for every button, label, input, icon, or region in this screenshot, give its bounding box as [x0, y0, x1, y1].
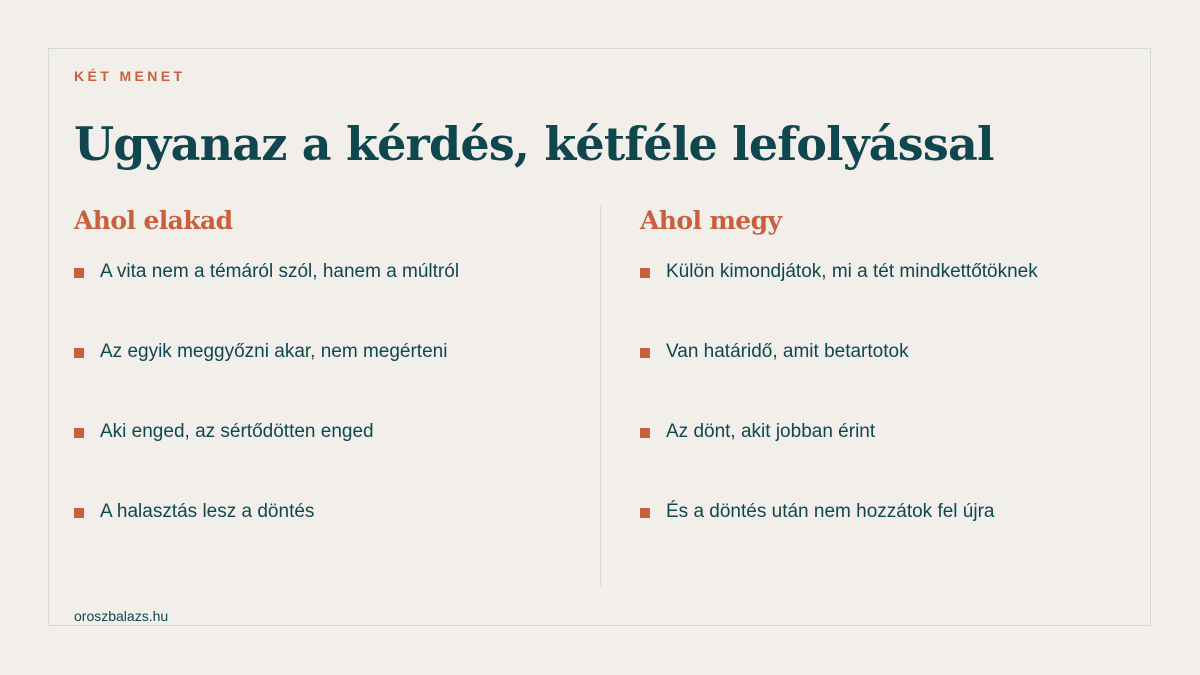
list-item	[640, 498, 1140, 578]
footer-url: oroszbalazs.hu	[74, 608, 169, 624]
list-item-text: A halasztás lesz a döntés	[100, 501, 315, 522]
list-item	[640, 338, 1140, 418]
right-column-heading: Ahol megy	[640, 206, 782, 235]
list-item	[640, 258, 1140, 338]
square-bullet-icon	[74, 268, 84, 278]
column-divider	[600, 206, 601, 586]
slide-title: Ugyanaz a kérdés, kétféle lefolyással	[74, 117, 994, 171]
list-item-text: Az egyik meggyőzni akar, nem megérteni	[100, 341, 448, 362]
list-item	[640, 418, 1140, 498]
left-item-list	[74, 258, 574, 578]
list-item-text: És a döntés után nem hozzátok fel újra	[666, 501, 995, 522]
right-item-list	[640, 258, 1140, 578]
square-bullet-icon	[640, 268, 650, 278]
list-item-text: Van határidő, amit betartotok	[666, 341, 909, 362]
square-bullet-icon	[74, 348, 84, 358]
right-column	[640, 204, 1140, 522]
square-bullet-icon	[640, 428, 650, 438]
list-item-text: A vita nem a témáról szól, hanem a múltról	[100, 261, 460, 282]
list-item	[74, 418, 574, 498]
list-item	[74, 258, 574, 338]
list-item	[74, 338, 574, 418]
square-bullet-icon	[74, 508, 84, 518]
left-column	[74, 204, 574, 522]
list-item-text: Külön kimondjátok, mi a tét mindkettőtöknek	[666, 261, 1038, 282]
square-bullet-icon	[640, 348, 650, 358]
list-item-text: Aki enged, az sértődötten enged	[100, 421, 374, 442]
list-item	[74, 498, 574, 578]
list-item-text: Az dönt, akit jobban érint	[666, 421, 876, 442]
left-column-heading: Ahol elakad	[74, 206, 233, 235]
eyebrow-label: KÉT MENET	[74, 68, 186, 84]
square-bullet-icon	[640, 508, 650, 518]
square-bullet-icon	[74, 428, 84, 438]
